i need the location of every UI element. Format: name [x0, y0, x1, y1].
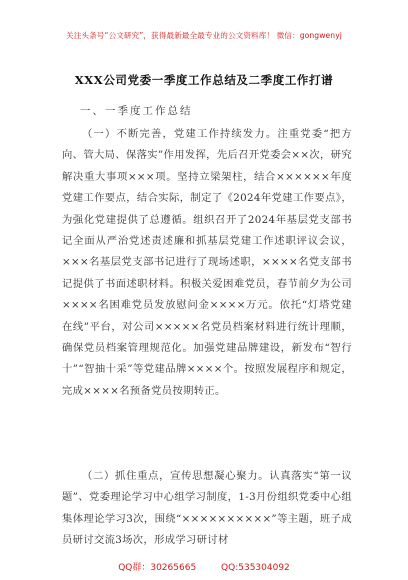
section-heading: 一、一季度工作总结 [80, 105, 193, 117]
footer-qq-group: QQ群：30265665 [118, 563, 197, 573]
header-banner: 关注头条号“公文研究”，获得最新最全最专业的公文资料库！ 微信：gongwenyj [66, 31, 342, 40]
document-title: XXX公司党委一季度工作总结及二季度工作打谱 [74, 73, 334, 87]
paragraph-1: （一）不断完善，党建工作持续发力。注重党委“把方向、管大局、保落实”作用发挥，先后召开党委会××次，研究解决重大事项×××项。坚持立梁架柱，结合××××××年度党建工作要点，结合实际，制定了《2024年党建工作要点》，为强化党建提供了总遵循。组织召开了2024年基层党支部书记全面从严治党述责述廉和抓基层党建工作述职评议会议，×××名基层党支部书记进行了现场述职，××××名党支部书记提供了书面述职材料。积极关爱困难党员，春节前夕为公司××××名困难党员发放慰问金××××万元。依托“灯塔党建在线”平台，对公司×××××名党员档案材料进行统计理顺，确保党员档案管理规范化。加强党建品牌建设，新发布“智行十”“智抽十采”等党建品牌××××个。按照发展程序和规定，完成××××名预备党员按期转正。 [62, 128, 352, 397]
paragraph-2: （二）抓住重点，宣传思想凝心聚力。认真落实“第一议题”、党委理论学习中心组学习制度，1-3月份组织党委中心组集体理论学习3次，围绕“××××××××××”等主题，班子成员研讨交流3场次，形成学习研讨材 [62, 470, 352, 547]
footer [0, 560, 408, 573]
footer-qq-number: QQ:535304092 [221, 563, 290, 573]
